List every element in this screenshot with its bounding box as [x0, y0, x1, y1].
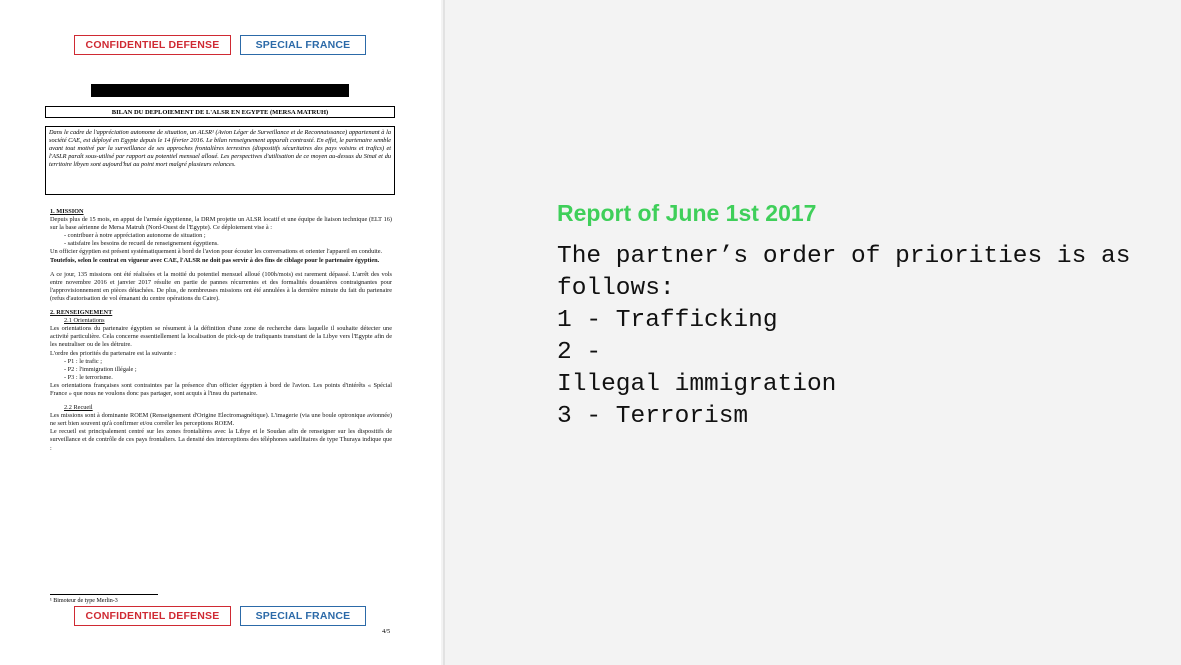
confidentiel-defense-stamp-top: CONFIDENTIEL DEFENSE — [74, 35, 231, 55]
page-number: 4/5 — [382, 628, 391, 635]
summary-line: Illegal immigration — [557, 371, 837, 398]
section-1-heading: 1. MISSION — [50, 208, 84, 215]
section-2-1-heading: 2.1 Orientations — [64, 317, 105, 325]
section-1-bullet: - satisfaire les besoins de recueil de renseignement égyptiens. — [64, 240, 219, 248]
panel-divider — [443, 0, 445, 665]
section-1-bullet: - contribuer à notre appréciation autonome de situation ; — [64, 232, 206, 240]
section-2-1-paragraph: L'ordre des priorités du partenaire est la suivante : — [50, 349, 176, 357]
priority-bullet: - P2 : l'immigration illégale ; — [64, 365, 137, 373]
section-1-paragraph: Depuis plus de 15 mois, en appui de l'armée égyptienne, la DRM projette un ALSR locatif et une équipe de liaison technique (ELT 16) sur la base aérienne de Mersa Matruh (Nord-Ouest de l'Egypte). Ce déploiement vise à : — [50, 216, 392, 232]
special-france-stamp-bottom: SPECIAL FRANCE — [240, 606, 366, 626]
special-france-stamp-top: SPECIAL FRANCE — [240, 35, 366, 55]
footnote-divider — [50, 594, 158, 595]
section-2-2-paragraph: Les missions sont à dominante ROEM (Renseignement d'Origine Electromagnétique). L'imagerie (via une boule optronique avionnée) ne sert bien souvent qu'à confirmer et/ou corréler les perceptions ROEM. — [50, 412, 392, 428]
summary-line: The partner’s order of priorities is as — [557, 243, 1131, 270]
section-1-paragraph: A ce jour, 135 missions ont été réalisées et la moitié du potentiel mensuel alloué (100h/mois) est rarement dépassé. L'arrêt des vols entre novembre 2016 et janvier 2017 résulte en partie de pannes récurrentes et des formalités douanières contraignantes pour l'approvisionnement en pièces détachées. De plus, de nombreuses missions ont été annulées à la dernière minute du fait du partenaire (refus d'autorisation de vol émanant du centre opérations du Caire). — [50, 270, 392, 302]
redaction-bar — [91, 84, 349, 97]
section-2-2-paragraph: Le recueil est principalement centré sur les zones frontalières avec la Libye et le Soudan afin de renseigner sur les dispositifs de surveillance et de contrôle de ces pays frontaliers. La densité des interceptions des téléphones satellitaires de type Thuraya indique que : — [50, 428, 392, 452]
section-2-heading: 2. RENSEIGNEMENT — [50, 309, 113, 317]
summary-line: 3 - Terrorism — [557, 403, 749, 430]
summary-panel — [557, 200, 1157, 433]
summary-line: 1 - Trafficking — [557, 307, 778, 334]
section-2-2-heading: 2.2 Recueil — [64, 404, 93, 412]
section-1-paragraph: Un officier égyptien est présent systématiquement à bord de l'avion pour écouter les conversations et orienter l'appareil en conduite. — [50, 248, 383, 256]
document-body — [50, 208, 392, 453]
priority-bullet: - P1 : le trafic ; — [64, 357, 102, 365]
document-title: BILAN DU DEPLOIEMENT DE L'ALSR EN EGYPTE (MERSA MATRUH) — [45, 106, 395, 118]
section-2-1-paragraph: Les orientations du partenaire égyptien se résument à la définition d'une zone de recherche dans laquelle il souhaite détecter une activité particulière. Cela concerne essentiellement la localisation de pick-up de trafiquants transitant de la Libye vers l'Egypte afin de les neutraliser ou de les détruire. — [50, 325, 392, 349]
summary-title: Report of June 1st 2017 — [557, 200, 817, 226]
footnote: ¹ Bimoteur de type Merlin-3 — [50, 598, 118, 604]
priority-bullet: - P3 : le terrorisme. — [64, 373, 113, 381]
summary-line: 2 - — [557, 339, 602, 366]
confidentiel-defense-stamp-bottom: CONFIDENTIEL DEFENSE — [74, 606, 231, 626]
summary-line: follows: — [557, 275, 675, 302]
document-page — [0, 0, 441, 665]
document-abstract: Dans le cadre de l'appréciation autonome de situation, un ALSR¹ (Avion Léger de Surveillance et de Reconnaissance) appartenant à la société CAE, est déployé en Egypte depuis le 14 février 2016. Le bilan renseignement apparaît contrasté. En effet, le partenaire semble avant tout motivé par la surveillance de ses approches frontalières terrestres (dispositifs sécuritaires des pays voisins et trafics) et l'ASLR paraît sous-utilisé par rapport au potentiel mensuel alloué. Les perspectives d'utilisation de ce moyen au-dessus du Sinaï et du territoire libyen sont aujourd'hui au point mort malgré plusieurs relances. — [45, 126, 395, 195]
section-1-paragraph-bold: Toutefois, selon le contrat en vigueur avec CAE, l'ALSR ne doit pas servir à des fins de ciblage pour le partenaire égyptien. — [50, 256, 380, 264]
section-2-1-paragraph: Les orientations françaises sont contraintes par la présence d'un officier égyptien à bord de l'avion. Les points d'intérêts « Spécial France » que nous ne voulons donc pas partager, sont acquis à l'insu du partenaire. — [50, 381, 392, 397]
